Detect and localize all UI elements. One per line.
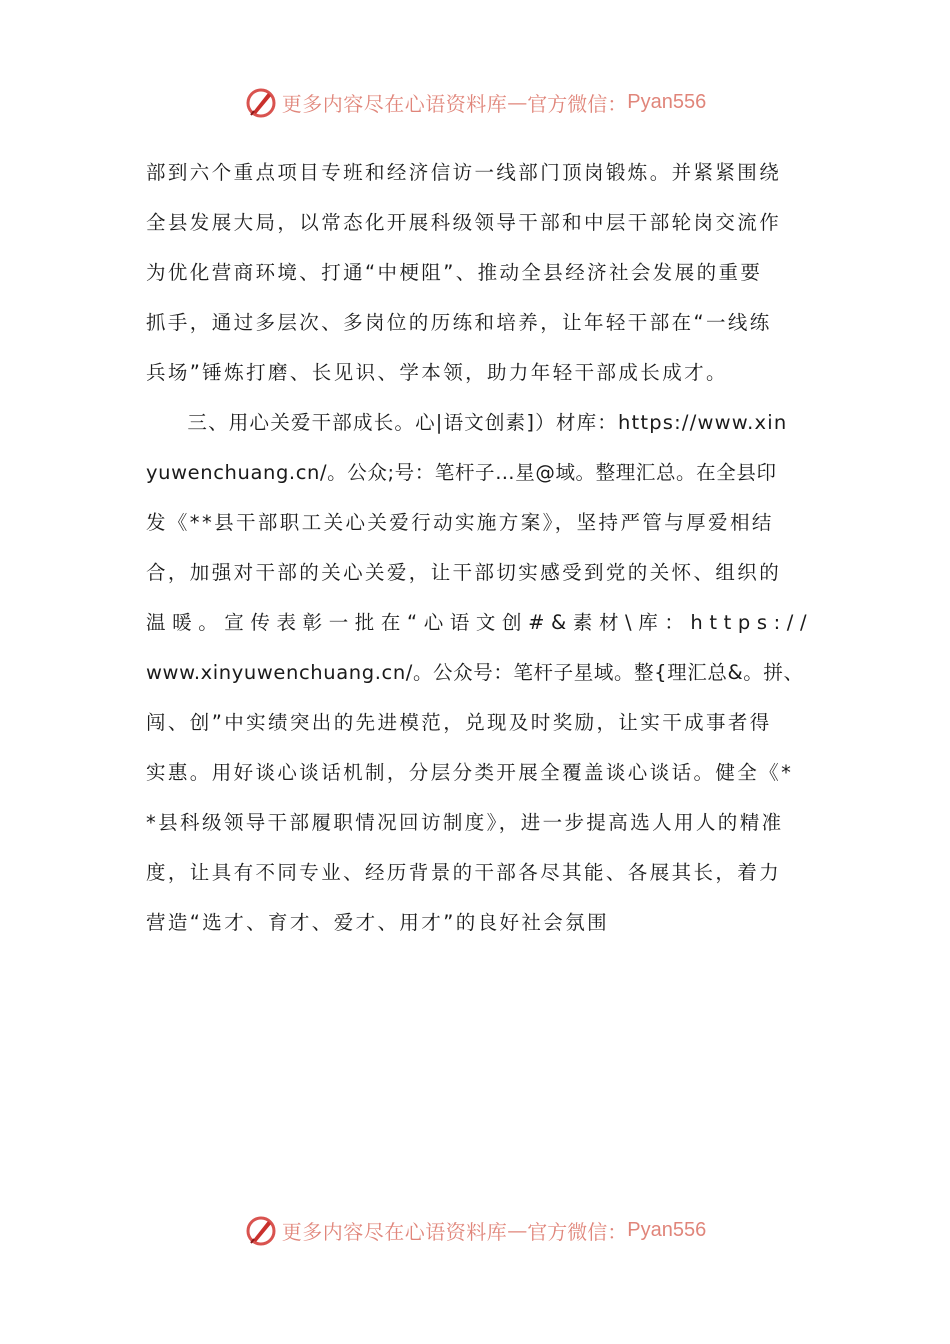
body-line: 营造“选才、育才、爱才、用才”的良好社会氛围	[146, 911, 610, 934]
body-line: 闯、创”中实绩突出的先进模范，兑现及时奖励，让实干成事者得	[146, 711, 772, 734]
body-line: 兵场”锤炼打磨、长见识、学本领，助力年轻干部成长成才。	[146, 361, 728, 384]
watermark-title: 更多内容尽在心语资料库	[281, 91, 508, 116]
watermark-wechat-label: 官方微信：	[527, 1219, 628, 1244]
body-line: 发《**县干部职工关心关爱行动实施方案》，坚持严管与厚爱相结	[146, 511, 774, 534]
body-line: www.xinyuwenchuang.cn/。公众号：笔杆子星域。整{理汇总&。拼、	[146, 661, 804, 684]
body-line: 温暖。宣传表彰一批在“心语文创#&素材\库：https://	[146, 611, 814, 634]
watermark-wechat-handle: Pyan556	[627, 90, 707, 113]
body-line: 为优化营商环境、打通“中梗阻”、推动全县经济社会发展的重要	[146, 261, 763, 284]
body-line: 实惠。用好谈心谈话机制，分层分类开展全覆盖谈心谈话。健全《*	[146, 761, 794, 784]
watermark-wechat-handle: Pyan556	[627, 1218, 707, 1241]
body-line: 度，让具有不同专业、经历背景的干部各尽其能、各展其长，着力	[146, 861, 782, 884]
header-watermark-banner	[0, 80, 950, 124]
body-line: 部到六个重点项目专班和经济信访一线部门顶岗锻炼。并紧紧围绕	[146, 161, 782, 184]
body-line: 全县发展大局，以常态化开展科级领导干部和中层干部轮岗交流作	[146, 211, 782, 234]
footer-watermark-banner	[0, 1208, 950, 1252]
body-line: 抓手，通过多层次、多岗位的历练和培养，让年轻干部在“一线练	[146, 311, 772, 334]
body-line: 合，加强对干部的关心关爱，让干部切实感受到党的关怀、组织的	[146, 561, 782, 584]
body-line: 三、用心关爱干部成长。心|语文创素]）材库：https://www.xin	[146, 411, 788, 434]
quill-logo-icon	[244, 1213, 278, 1247]
quill-logo-icon	[244, 85, 278, 119]
body-line: *县科级领导干部履职情况回访制度》，进一步提高选人用人的精准	[146, 811, 784, 834]
body-line: yuwenchuang.cn/。公众;号：笔杆子…星@域。整理汇总。在全县印	[146, 461, 777, 484]
watermark-dash: —	[507, 90, 528, 114]
watermark-title: 更多内容尽在心语资料库	[281, 1219, 508, 1244]
watermark-wechat-label: 官方微信：	[527, 91, 628, 116]
watermark-dash: —	[507, 1218, 528, 1242]
document-body	[146, 148, 814, 948]
